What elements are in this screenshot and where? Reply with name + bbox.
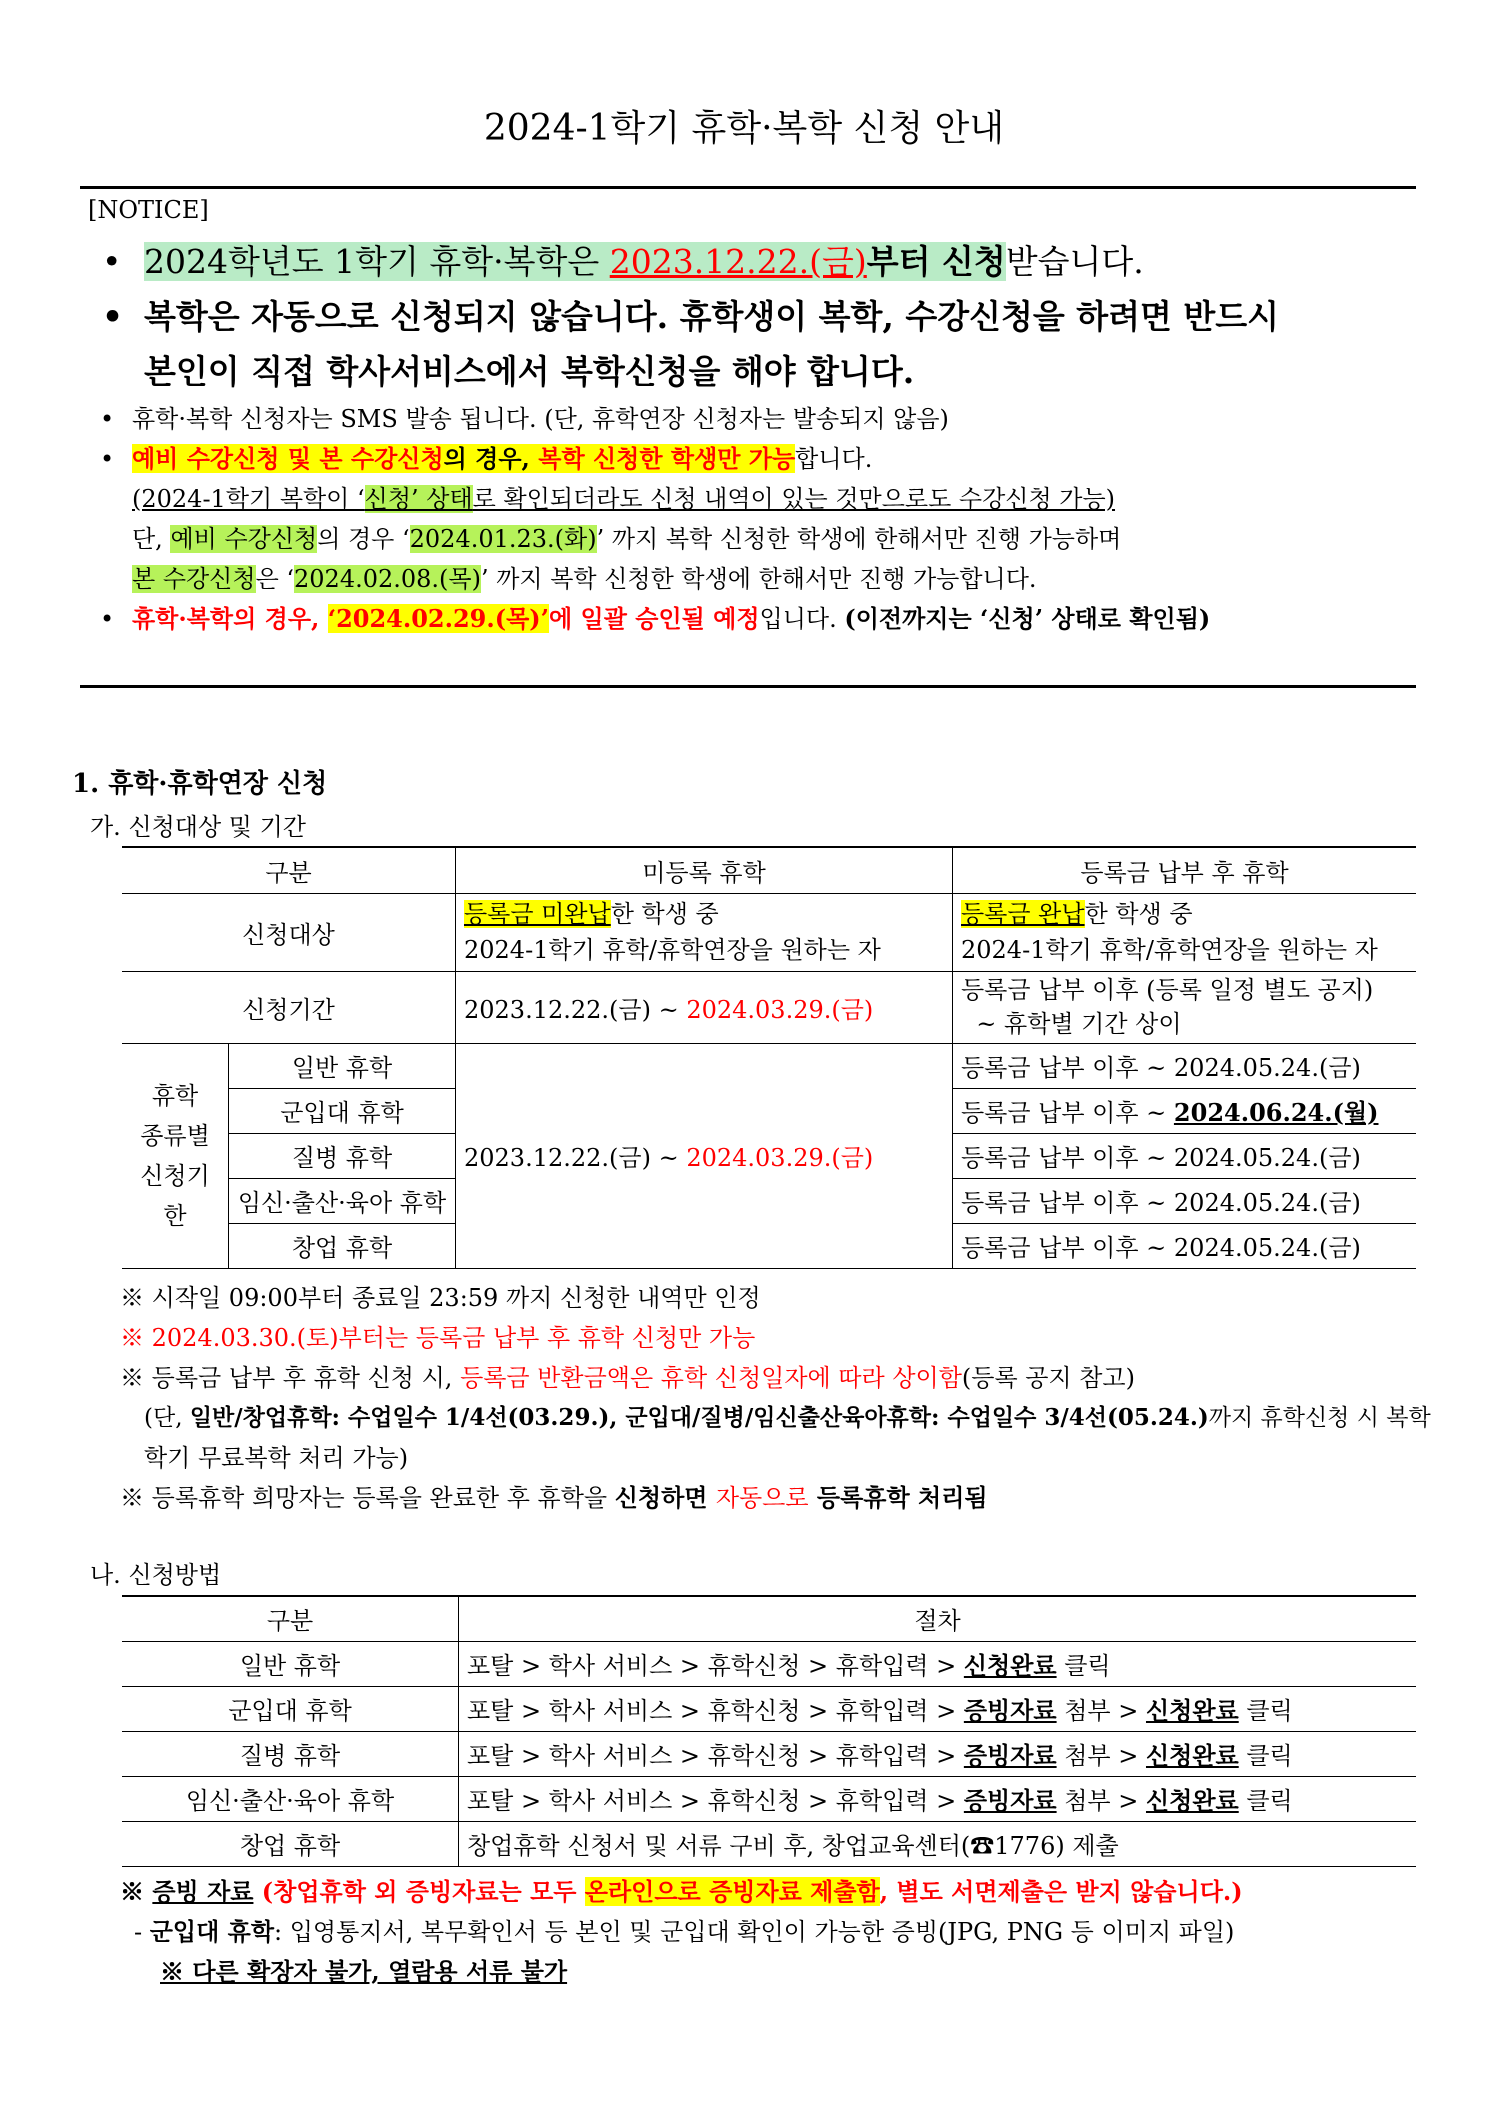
notice-cont-3: 본 수강신청은 ‘2024.02.08.(목)’ 까지 복학 신청한 학생에 한해서만 진행 가능합니다. — [132, 565, 1037, 593]
table-cell: 등록금 납부 이후 ~ 2024.05.24.(금) — [953, 1043, 1417, 1088]
table-cell: 창업 휴학 — [122, 1821, 459, 1866]
table-cell: 일반 휴학 — [122, 1641, 459, 1686]
note: ※ 시작일 09:00부터 종료일 23:59 까지 신청한 내역만 인정 — [120, 1284, 761, 1312]
note: - 군입대 휴학: 입영통지서, 복무확인서 등 본인 및 군입대 확인이 가능한 증빙(JPG, PNG 등 이미지 파일) — [134, 1917, 1235, 1946]
method-table — [122, 1595, 1416, 1867]
notice-bullet-4: • 예비 수강신청 및 본 수강신청의 경우, 복학 신청한 학생만 가능합니다. — [100, 444, 873, 473]
divider — [80, 186, 1416, 189]
evidence-notes — [120, 1872, 1243, 1992]
table-cell: 군입대 휴학 — [122, 1686, 459, 1731]
table-cell: 등록금 납부 이후 ~ 2024.05.24.(금) — [953, 1223, 1417, 1268]
note: ※ 다른 확장자 불가, 열람용 서류 불가 — [160, 1957, 568, 1986]
divider — [80, 685, 1416, 688]
subsection-b: 나. 신청방법 — [90, 1561, 222, 1589]
table-header: 미등록 휴학 — [456, 847, 953, 893]
row-label: 휴학 종류별 신청기한 — [122, 1043, 229, 1268]
table-cell: 포탈 > 학사 서비스 > 휴학신청 > 휴학입력 > 신청완료 클릭 — [459, 1641, 1417, 1686]
subsection-a: 가. 신청대상 및 기간 — [90, 813, 306, 841]
note: (단, 일반/창업휴학: 수업일수 1/4선(03.29.), 군입대/질병/임신출산육아휴학: 수업일수 3/4선(05.24.)까지 휴학신청 시 복학 — [144, 1404, 1431, 1431]
table-cell: 2023.12.22.(금) ~ 2024.03.29.(금) — [456, 971, 953, 1043]
row-label: 신청대상 — [122, 893, 456, 971]
row-label: 신청기간 — [122, 971, 456, 1043]
table-cell: 군입대 휴학 — [229, 1088, 456, 1133]
period-table — [122, 846, 1416, 1269]
table-cell: 등록금 납부 이후 (등록 일정 별도 공지) ~ 휴학별 기간 상이 — [953, 971, 1417, 1043]
note: ※ 증빙 자료 (창업휴학 외 증빙자료는 모두 온라인으로 증빙자료 제출함, 별도 서면제출은 받지 않습니다.) — [120, 1877, 1243, 1906]
table-header: 절차 — [459, 1596, 1417, 1641]
table-cell: 포탈 > 학사 서비스 > 휴학신청 > 휴학입력 > 증빙자료 첨부 > 신청완료 클릭 — [459, 1686, 1417, 1731]
table-cell: 등록금 완납한 학생 중 2024-1학기 휴학/휴학연장을 원하는 자 — [953, 893, 1417, 971]
notice-label: [NOTICE] — [88, 196, 209, 224]
table-cell: 일반 휴학 — [229, 1043, 456, 1088]
section-heading: 1. 휴학·휴학연장 신청 — [72, 769, 328, 799]
table-header: 구분 — [122, 1596, 459, 1641]
table-cell: 등록금 미완납한 학생 중 2024-1학기 휴학/휴학연장을 원하는 자 — [456, 893, 953, 971]
notice-box — [88, 196, 1418, 639]
table-cell: 임신·출산·육아 휴학 — [229, 1178, 456, 1223]
notice-bullet-3: • 휴학·복학 신청자는 SMS 발송 됩니다. (단, 휴학연장 신청자는 발송되지 않음) — [100, 405, 949, 433]
table-cell: 창업휴학 신청서 및 서류 구비 후, 창업교육센터(☎1776) 제출 — [459, 1821, 1417, 1866]
note: ※ 등록휴학 희망자는 등록을 완료한 후 휴학을 신청하면 자동으로 등록휴학 처리됨 — [120, 1483, 988, 1512]
table-header: 구분 — [122, 847, 456, 893]
table-cell: 2023.12.22.(금) ~ 2024.03.29.(금) — [456, 1043, 953, 1268]
table-cell: 창업 휴학 — [229, 1223, 456, 1268]
note: ※ 2024.03.30.(토)부터는 등록금 납부 후 휴학 신청만 가능 — [120, 1324, 756, 1352]
table-cell: 등록금 납부 이후 ~ 2024.05.24.(금) — [953, 1133, 1417, 1178]
note: 학기 무료복학 처리 가능) — [144, 1444, 409, 1472]
notes-block — [120, 1278, 1431, 1518]
table-cell: 등록금 납부 이후 ~ 2024.05.24.(금) — [953, 1178, 1417, 1223]
table-cell: 임신·출산·육아 휴학 — [122, 1776, 459, 1821]
notice-bullet-2-cont: 본인이 직접 학사서비스에서 복학신청을 해야 합니다. — [144, 352, 915, 391]
table-header: 등록금 납부 후 휴학 — [953, 847, 1417, 893]
notice-cont-2: 단, 예비 수강신청의 경우 ‘2024.01.23.(화)’ 까지 복학 신청한 학생에 한해서만 진행 가능하며 — [132, 525, 1122, 553]
notice-bullet-1: • 2024학년도 1학기 휴학·복학은 2023.12.22.(금)부터 신청받습니다. — [102, 242, 1144, 281]
note: ※ 등록금 납부 후 휴학 신청 시, 등록금 반환금액은 휴학 신청일자에 따라 상이함(등록 공지 참고) — [120, 1364, 1135, 1392]
page-title: 2024-1학기 휴학·복학 신청 안내 — [483, 108, 1005, 149]
notice-bullet-2: • 복학은 자동으로 신청되지 않습니다. 휴학생이 복학, 수강신청을 하려면 반드시 — [102, 297, 1279, 336]
notice-cont-1: (2024-1학기 복학이 ‘신청’ 상태로 확인되더라도 신청 내역이 있는 것만으로도 수강신청 가능) — [132, 485, 1116, 513]
table-cell: 등록금 납부 이후 ~ 2024.06.24.(월) — [953, 1088, 1417, 1133]
table-cell: 질병 휴학 — [229, 1133, 456, 1178]
table-cell: 포탈 > 학사 서비스 > 휴학신청 > 휴학입력 > 증빙자료 첨부 > 신청완료 클릭 — [459, 1731, 1417, 1776]
table-cell: 질병 휴학 — [122, 1731, 459, 1776]
notice-bullet-5: • 휴학·복학의 경우, ‘2024.02.29.(목)’에 일괄 승인될 예정입니다. (이전까지는 ‘신청’ 상태로 확인됨) — [100, 604, 1211, 633]
table-cell: 포탈 > 학사 서비스 > 휴학신청 > 휴학입력 > 증빙자료 첨부 > 신청완료 클릭 — [459, 1776, 1417, 1821]
